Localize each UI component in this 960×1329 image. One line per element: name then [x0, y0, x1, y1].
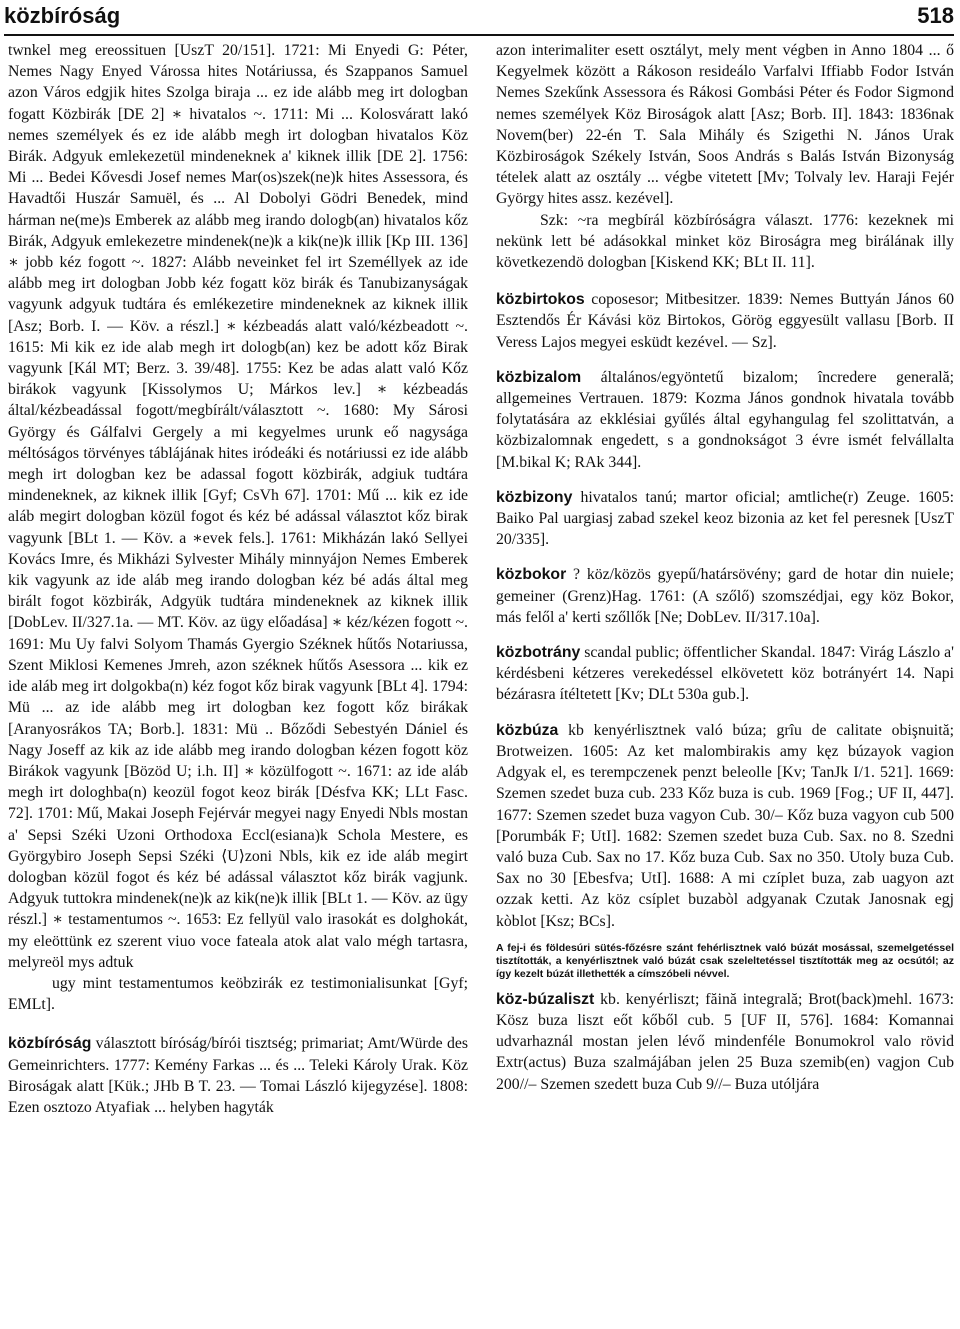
entry-kozbizony — [496, 487, 954, 551]
usage-note: A fej-i és földesúri sütés-főzésre szánt fehérlisztnek való búzát mosással, szemelgetéssel tisztították, a kenyérlisztnek való búzát csak szeleltetéssel tisztították meg az ocsútól; az így kezelt búzát illethették a címszóbeli névvel. — [496, 941, 954, 980]
entry-text: azon interimaliter esett osztályt, mely ment végben in Anno 1804 ... ő Kegyelmek között a Rákoson resideálo Varfalvi Iffiabb Fodor István Nemes Szekűnk Assessora és Rákosi Gombási Péter és Fodor Sigmond nemes személyek Köz Biroságok alatt [Asz; Borb. II]. 1843: 1836nak Novem(ber) 22-én T. Sala Mihály és Szigethi N. János Urak Közbiroságok Székely István, Soos András s Balás István Bizonyság tételek alatt az osztály ... végbe vitetett [Mv; Tolvaly lev. Haraji Fejér György hites assz. kezével]. — [496, 42, 954, 208]
running-head-title: közbíróság — [4, 3, 121, 28]
entry-kozbizalom — [496, 367, 954, 473]
page-header — [4, 0, 954, 36]
entry-continuation — [496, 40, 954, 210]
entry-text: hivatalos tanú; martor oficial; amtliche(r) Zeuge. 1605: Baiko Pal uargiasj zabad szekel keoz bizonia az ket fel peresnek [UszT 20/335]. — [496, 488, 954, 549]
entry-kozbirosag — [8, 1033, 468, 1118]
entry-kozbirtokos — [496, 289, 954, 353]
entry-kozbokor — [496, 564, 954, 628]
headword: közbíróság — [8, 1035, 92, 1053]
left-column — [8, 40, 468, 1326]
headword: közbúza — [496, 721, 559, 739]
entry-text: választott bíróság/bírói tisztség; primariat; Amt/Würde des Gemeinrichters. 1777: Kemény Farkas ... és ... Teleki Károly Urak. Köz Biroságak alatt [Kük.; JHb B T. 23. — Tomai László kijegyzése]. 1808: Ezen osztozo Atyafiak ... helyben hagyták — [8, 1035, 468, 1116]
entry-text: ? köz/közös gyepű/határsövény; gard de hotar din nuiele; gemeiner (Grenz)Hag. 1761: (A szőlő) szomszédjai, egy köz Bokor, más felől a' kerti szőllők [Ne; DobLev. II/317.10a]. — [496, 566, 954, 626]
entry-tail: ugy mint testamentumos keöbzirák ez testimonialisunkat [Gyf; EMLt]. — [8, 974, 468, 1014]
headword: közbizalom — [496, 368, 582, 386]
entry-text: scandal public; öffentlicher Skandal. 1847: Virág Lászlo a' kérdésbeni kétzeres verekedéssel elkövetett köz botrányért 14. Napi bézárasra ítéltetett [Kv; DLt 530a gub.]. — [496, 644, 954, 704]
entry-text: kb kenyérlisztnek való búza; grîu de calitate obişnuită; Brotweizen. 1605: Az ket malombirakis amy kęz búzayok vagion Adgyak el, es terempczenek penzt beleolle [Kv; TanJk I/1. 521]. 1669: Szemen szedet buza cub. 233 Kőz buza is cub. 1969 [Fog.; UF II, 447]. 1677: Szemen szedet buza vagyon Cub. 30/– Kőz buza vagyon cub 500 [Porumbák F; UtI]. 1682: Szemen szedet buza Cub. Sax. no 8. Szedni való buza Cub. Sax no 17. Kőz buza Cub. Sax no 350. Utoly buza Cub. Sax no 30 [Ebesfva; UtI]. 1688: A mi czíplet buza, zab uagyon azt ozzak ketti. Az köz csíplet buzabòl adgyanak Czutak Janosnak egj kòblot [Ksz; BCs]. — [496, 721, 954, 930]
entry-kozbuzaliszt — [496, 989, 954, 1095]
entry-text: coposesor; Mitbesitzer. 1839: Nemes Buttyán János 60 Esztendős Ér Kávási köz Birtokos, Görög eggyesült vallasu [Borb. II Veress Lajos megyei esküdt kezével. — Sz]. — [496, 291, 954, 351]
headword: közbokor — [496, 566, 567, 584]
entry-continuation — [8, 40, 468, 973]
entry-kozbuza — [496, 720, 954, 932]
entry-kozbotrany — [496, 642, 954, 706]
headword: közbotrány — [496, 644, 581, 662]
headword: közbirtokos — [496, 291, 585, 309]
right-column — [496, 40, 954, 1326]
page-number: 518 — [917, 3, 954, 28]
headword: köz-búzaliszt — [496, 990, 595, 1008]
entry-text: általános/egyöntetű bizalom; încredere generală; allgemeines Vertrauen. 1879: Kozma János gondnok hivatala tovább folytatására az ekklésiai gyűlés által egyhangulag fel szolittatván, a közbizalomnak engedett, s a gondnokságot 3 évre ismét felvállalta [M.bikal K; RAk 344]. — [496, 368, 954, 471]
entry-text: kb. kenyérliszt; făină integrală; Brot(back)mehl. 1673: Kösz buza liszt eőt kőből cub. 5 [UF II, 576]. 1684: Komannai udvarhaznál mostan jelen lévő mindenféle Bonumokrol valo rövid Extr(actus) Buza szalmájában jelen 25 Buza szemib(en) vagjon Cub 200//– Szemen szedett buza Cub 9//– Buza utóljára — [496, 990, 954, 1093]
entry-text: twnkel meg ereossituen [UszT 20/151]. 1721: Mi Enyedi G: Péter, Nemes Nagy Enyed Várossa hites Notáriussa, és Szappanos Samuel azon Város edgjik hites Szolga biraja ... ez ide alább meg irt dologban fogatt Közbirák [DE 2] ∗ hivatalos ~. 1711: Mi ... Kolosváratt lakó nemes személyek és ez ide alább megh irt dologban hivatalos Köz Birák. Adgyuk emlekezetül mindeneknek a' kiknek illik [DE 2]. 1756: Mi ... Bedei Kővesdi Josef nemes Mar(os)szek(ne)k hites Assessora, és Havadtői Huszár Samuël, és ... Al Dobolyi Gödri Benedek, mind hárman ne(me)s Emberek az alább meg irando dologb(an) hivatalos kőz Birák, Adgyuk emlekezetre mindenek(ne)k a kik(ne)k illik [Kp III. 136] ∗ jobb kéz fogott ~. 1827: Alább neveinket fel irt Személlyek az ide alább meg irt dologban Jobb kéz fogatt köz birák és Tanubizanyságak vagyunk adgyuk tudtára és emlékezetire mindeneknek az kiknek illik [Asz; Borb. I. — Köv. a részl.] ∗ kézbeadás alatt való/kézbeadott ~. 1615: Mi kik ez ide alab megh irt dologb(an) kez be adott kőz Birak vagyunk [Kál MT; Berz. 3. 39/48]. 1755: Kez be adas alatt való Kőz birákok vagyunk [Kissolymos U; Márkos lev.] ∗ kézbeadás által/kézbeadással fogott/megbírált/választott ~. 1680: My Sárosi György és Gálfalvi Gergely a mi kegyelmes urunk eő nagysága méltóságos törvényes táblájának hites iródeáki és notáriussi ez ide alább megh irt dologban kez be adassal fogott közbirák, adgiuk tudtára mindeneknek, az kiknek illik [Gyf; CsVh 67]. 1701: Mű ... kik ez ide aláb megirt dologban közül fogot és kéz bé adással választot kőz birak vagyunk [BLt 1. — Köv. a ∗evek fels.]. 1761: Mikházán lakó Sellyei Kovács Imre, és Mikházi Sylvester Mihály minnyájon Nemes Emberek kik vagyunk az ide aláb meg irando dologban kéz bé adás által meg birált fogot közbirák, Adgyük tudtára mindeneknek az kiknek illik [DobLev. II/327.1a. — MT. Köv. az ügy előadása] ∗ kéz/kézen fogott ~. 1691: Mu Uy falvi Solyom Thamás Gyergio Széknek hűtős Notariussa, Szent Miklosi Kemenes Jmreh, azon széknek hűtős Asessora ... kik ez ide aláb meg irt dolgokba(n) kéz fogot kőz birak vagyunk [BLt 4]. 1794: Mü ... az ide alább meg irt dologban kez fogott kőz birákak [Aranyosrákos TA; Borb.]. 1831: Mü .. Bőződi Sebestyén Dániel és Nagy Joseff az kik az ide alább meg irando dologban kézen fogott köz Birákok vagyunk [Bözöd U; i.h. II] ∗ közülfogott ~. 1671: az ide aláb megh irt dologhba(n) keozül fogot keoz birák [Désfva KK; LLt Fasc. 72]. 1701: Mű, Makai Joseph Fejérvár megyei nagy Enyedi Nbls mostan a' Sepsi Széki Uzoni Orthodoxa Eccl(esiana)k Schola Mestere, es Györgybiro Joseph Sepsi Széki ⟨U⟩zoni Nbls, kik ez ide aláb megirt dologban közül fogot és kéz bé adással választot kőz birák vagjunk. Adgyuk tuttokra mindenek(ne)k az kik(ne)k illik [BLt 1. — Köv. az ügy részl.] ∗ testamentumos ~. 1653: Ez fellyül valo irasokát es dolghokát, my eleöttünk ez szerent viuo voce fateala atok alat valo mégh tartasra, melyreöl mys adtuk — [8, 42, 468, 971]
headword: közbizony — [496, 488, 573, 506]
entry-subsense: Szk: ~ra megbírál közbíróságra választ. 1776: kezeknek mi nekünk lett bé adásokkal minket köz Biroságra meg birálának illy következendö dologban [Kiskend KK; BLt II. 11]. — [496, 211, 954, 272]
